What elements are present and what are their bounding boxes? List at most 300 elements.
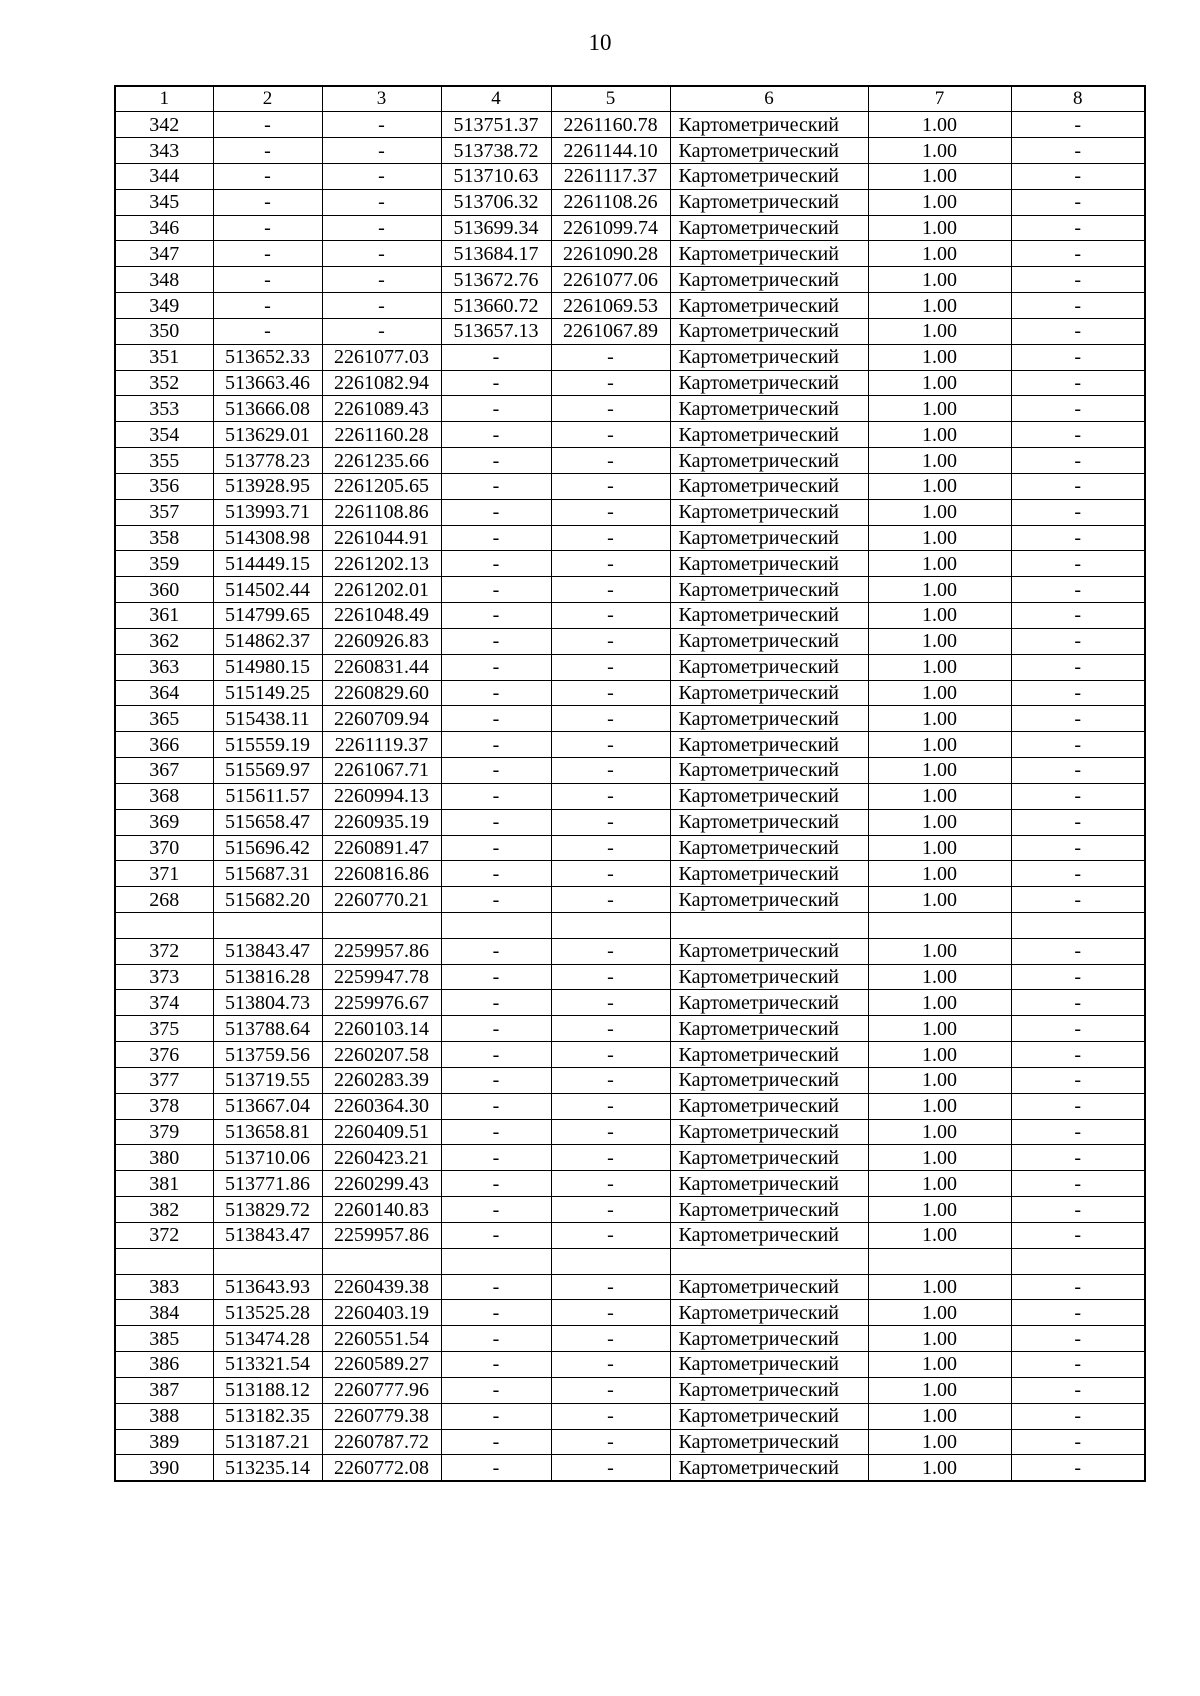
specified-x-cell: - [441, 887, 551, 913]
point-number-cell: 377 [115, 1067, 213, 1093]
accuracy-cell: 1.00 [868, 241, 1011, 267]
existing-x-cell: 515569.97 [213, 758, 322, 784]
table-row [115, 1429, 1145, 1455]
specified-y-cell: 2261108.26 [551, 189, 670, 215]
specified-x-cell: - [441, 370, 551, 396]
description-cell: - [1011, 551, 1145, 577]
specified-y-cell: - [551, 1016, 670, 1042]
existing-y-cell: 2261202.01 [322, 577, 441, 603]
accuracy-cell: 1.00 [868, 344, 1011, 370]
existing-x-cell: 513187.21 [213, 1429, 322, 1455]
table-row [115, 1067, 1145, 1093]
table-row [115, 396, 1145, 422]
specified-y-cell: - [551, 783, 670, 809]
table-row [115, 964, 1145, 990]
table-row [115, 990, 1145, 1016]
table-row [115, 1171, 1145, 1197]
method-cell: Картометрический [670, 293, 868, 319]
specified-x-cell: - [441, 964, 551, 990]
point-number-cell: 378 [115, 1093, 213, 1119]
specified-x-cell: - [441, 1067, 551, 1093]
method-cell: Картометрический [670, 1455, 868, 1481]
description-cell: - [1011, 1145, 1145, 1171]
existing-y-cell: 2260770.21 [322, 887, 441, 913]
specified-y-cell: - [551, 551, 670, 577]
specified-x-cell: - [441, 1093, 551, 1119]
description-cell: - [1011, 422, 1145, 448]
table-row [115, 1119, 1145, 1145]
specified-y-cell: - [551, 887, 670, 913]
specified-x-cell: - [441, 628, 551, 654]
existing-x-cell: 515682.20 [213, 887, 322, 913]
point-number-cell: 357 [115, 499, 213, 525]
point-number-cell: 384 [115, 1300, 213, 1326]
specified-x-cell: 513672.76 [441, 267, 551, 293]
specified-y-cell: - [551, 654, 670, 680]
existing-x-cell: 514308.98 [213, 525, 322, 551]
specified-y-cell: - [551, 1326, 670, 1352]
method-cell: Картометрический [670, 422, 868, 448]
existing-y-cell: 2260403.19 [322, 1300, 441, 1326]
accuracy-cell: 1.00 [868, 396, 1011, 422]
specified-x-cell: 513657.13 [441, 318, 551, 344]
description-cell: - [1011, 499, 1145, 525]
method-cell: Картометрический [670, 783, 868, 809]
description-cell: - [1011, 861, 1145, 887]
specified-y-cell: - [551, 1352, 670, 1378]
method-cell: Картометрический [670, 241, 868, 267]
existing-y-cell: 2260709.94 [322, 706, 441, 732]
accuracy-cell: 1.00 [868, 706, 1011, 732]
description-cell: - [1011, 1171, 1145, 1197]
description-cell: - [1011, 1067, 1145, 1093]
specified-x-cell [441, 913, 551, 939]
accuracy-cell: 1.00 [868, 1300, 1011, 1326]
table-row [115, 1248, 1145, 1274]
point-number-cell [115, 913, 213, 939]
specified-y-cell: 2261077.06 [551, 267, 670, 293]
description-cell: - [1011, 628, 1145, 654]
specified-y-cell: - [551, 1377, 670, 1403]
point-number-cell: 343 [115, 138, 213, 164]
point-number-cell: 360 [115, 577, 213, 603]
description-cell: - [1011, 525, 1145, 551]
method-cell: Картометрический [670, 1222, 868, 1248]
existing-y-cell: 2260926.83 [322, 628, 441, 654]
existing-y-cell: - [322, 215, 441, 241]
column-header: 7 [868, 86, 1011, 112]
point-number-cell [115, 1248, 213, 1274]
specified-x-cell: - [441, 680, 551, 706]
specified-y-cell: - [551, 732, 670, 758]
table-row [115, 861, 1145, 887]
existing-y-cell [322, 913, 441, 939]
specified-x-cell: - [441, 344, 551, 370]
specified-x-cell: - [441, 938, 551, 964]
description-cell [1011, 1248, 1145, 1274]
point-number-cell: 353 [115, 396, 213, 422]
description-cell: - [1011, 964, 1145, 990]
existing-x-cell: 513816.28 [213, 964, 322, 990]
table-row [115, 1300, 1145, 1326]
point-number-cell: 346 [115, 215, 213, 241]
accuracy-cell: 1.00 [868, 1403, 1011, 1429]
table-row [115, 448, 1145, 474]
point-number-cell: 380 [115, 1145, 213, 1171]
existing-x-cell: - [213, 163, 322, 189]
table-row [115, 473, 1145, 499]
existing-y-cell: 2260207.58 [322, 1042, 441, 1068]
accuracy-cell: 1.00 [868, 835, 1011, 861]
point-number-cell: 372 [115, 938, 213, 964]
description-cell: - [1011, 1093, 1145, 1119]
existing-y-cell: - [322, 138, 441, 164]
accuracy-cell: 1.00 [868, 448, 1011, 474]
specified-y-cell: 2261099.74 [551, 215, 670, 241]
existing-y-cell: - [322, 112, 441, 138]
method-cell: Картометрический [670, 1429, 868, 1455]
specified-y-cell: 2261067.89 [551, 318, 670, 344]
table-row [115, 163, 1145, 189]
existing-y-cell: 2259957.86 [322, 938, 441, 964]
specified-y-cell: 2261144.10 [551, 138, 670, 164]
specified-y-cell: - [551, 835, 670, 861]
description-cell: - [1011, 1119, 1145, 1145]
existing-y-cell: 2261235.66 [322, 448, 441, 474]
existing-x-cell: 513710.06 [213, 1145, 322, 1171]
point-number-cell: 367 [115, 758, 213, 784]
specified-x-cell: - [441, 422, 551, 448]
point-number-cell: 372 [115, 1222, 213, 1248]
point-number-cell: 345 [115, 189, 213, 215]
method-cell: Картометрический [670, 732, 868, 758]
method-cell: Картометрический [670, 499, 868, 525]
specified-x-cell: - [441, 1197, 551, 1223]
table-row [115, 1222, 1145, 1248]
existing-x-cell: 513188.12 [213, 1377, 322, 1403]
accuracy-cell: 1.00 [868, 732, 1011, 758]
method-cell: Картометрический [670, 163, 868, 189]
specified-x-cell: - [441, 603, 551, 629]
specified-y-cell: - [551, 422, 670, 448]
specified-y-cell: - [551, 1300, 670, 1326]
point-number-cell: 347 [115, 241, 213, 267]
specified-y-cell [551, 913, 670, 939]
method-cell [670, 1248, 868, 1274]
description-cell: - [1011, 1300, 1145, 1326]
description-cell: - [1011, 163, 1145, 189]
existing-y-cell: 2259957.86 [322, 1222, 441, 1248]
table-row [115, 370, 1145, 396]
existing-y-cell: - [322, 189, 441, 215]
existing-y-cell: 2261067.71 [322, 758, 441, 784]
specified-y-cell: - [551, 1274, 670, 1300]
specified-x-cell: 513706.32 [441, 189, 551, 215]
existing-x-cell: 513829.72 [213, 1197, 322, 1223]
accuracy-cell: 1.00 [868, 138, 1011, 164]
description-cell: - [1011, 758, 1145, 784]
specified-x-cell: - [441, 1352, 551, 1378]
coordinates-table-body [115, 86, 1145, 1481]
existing-x-cell: 513788.64 [213, 1016, 322, 1042]
method-cell: Картометрический [670, 1274, 868, 1300]
existing-y-cell: 2260299.43 [322, 1171, 441, 1197]
description-cell: - [1011, 887, 1145, 913]
description-cell: - [1011, 577, 1145, 603]
existing-y-cell: 2260994.13 [322, 783, 441, 809]
table-row [115, 1042, 1145, 1068]
existing-x-cell: 514799.65 [213, 603, 322, 629]
description-cell: - [1011, 809, 1145, 835]
specified-y-cell: - [551, 1042, 670, 1068]
existing-y-cell: - [322, 241, 441, 267]
specified-y-cell: 2261160.78 [551, 112, 670, 138]
description-cell: - [1011, 1042, 1145, 1068]
table-row [115, 1377, 1145, 1403]
accuracy-cell: 1.00 [868, 1016, 1011, 1042]
description-cell: - [1011, 293, 1145, 319]
description-cell: - [1011, 990, 1145, 1016]
specified-x-cell: - [441, 1042, 551, 1068]
specified-y-cell: - [551, 344, 670, 370]
description-cell: - [1011, 1222, 1145, 1248]
point-number-cell: 370 [115, 835, 213, 861]
table-row [115, 680, 1145, 706]
existing-x-cell: 514862.37 [213, 628, 322, 654]
accuracy-cell: 1.00 [868, 1222, 1011, 1248]
specified-x-cell: - [441, 1300, 551, 1326]
accuracy-cell: 1.00 [868, 1145, 1011, 1171]
table-row [115, 706, 1145, 732]
accuracy-cell: 1.00 [868, 938, 1011, 964]
point-number-cell: 350 [115, 318, 213, 344]
description-cell: - [1011, 1377, 1145, 1403]
existing-x-cell: 515559.19 [213, 732, 322, 758]
specified-y-cell: - [551, 1429, 670, 1455]
table-row [115, 422, 1145, 448]
existing-x-cell: - [213, 241, 322, 267]
existing-x-cell: 515149.25 [213, 680, 322, 706]
table-row [115, 138, 1145, 164]
specified-x-cell: - [441, 1403, 551, 1429]
table-row [115, 758, 1145, 784]
specified-y-cell: - [551, 603, 670, 629]
specified-x-cell: - [441, 473, 551, 499]
table-row [115, 241, 1145, 267]
accuracy-cell [868, 1248, 1011, 1274]
accuracy-cell: 1.00 [868, 990, 1011, 1016]
method-cell: Картометрический [670, 112, 868, 138]
point-number-cell: 268 [115, 887, 213, 913]
specified-y-cell: - [551, 938, 670, 964]
point-number-cell: 375 [115, 1016, 213, 1042]
table-row [115, 1093, 1145, 1119]
existing-y-cell: 2260409.51 [322, 1119, 441, 1145]
specified-y-cell: - [551, 1197, 670, 1223]
table-row [115, 293, 1145, 319]
point-number-cell: 386 [115, 1352, 213, 1378]
table-row [115, 1274, 1145, 1300]
table-row [115, 1016, 1145, 1042]
existing-y-cell: - [322, 267, 441, 293]
table-row [115, 887, 1145, 913]
existing-y-cell [322, 1248, 441, 1274]
point-number-cell: 382 [115, 1197, 213, 1223]
table-row [115, 1455, 1145, 1481]
description-cell [1011, 913, 1145, 939]
specified-x-cell: - [441, 525, 551, 551]
description-cell: - [1011, 680, 1145, 706]
description-cell: - [1011, 654, 1145, 680]
existing-y-cell: 2260777.96 [322, 1377, 441, 1403]
specified-y-cell: - [551, 1093, 670, 1119]
existing-y-cell: 2260831.44 [322, 654, 441, 680]
existing-x-cell: 513928.95 [213, 473, 322, 499]
accuracy-cell: 1.00 [868, 112, 1011, 138]
specified-y-cell: - [551, 758, 670, 784]
accuracy-cell: 1.00 [868, 1352, 1011, 1378]
method-cell: Картометрический [670, 189, 868, 215]
description-cell: - [1011, 1352, 1145, 1378]
accuracy-cell: 1.00 [868, 1197, 1011, 1223]
description-cell: - [1011, 835, 1145, 861]
accuracy-cell: 1.00 [868, 964, 1011, 990]
description-cell: - [1011, 215, 1145, 241]
specified-y-cell: - [551, 525, 670, 551]
table-row [115, 654, 1145, 680]
existing-y-cell: 2260364.30 [322, 1093, 441, 1119]
accuracy-cell: 1.00 [868, 654, 1011, 680]
method-cell: Картометрический [670, 654, 868, 680]
accuracy-cell: 1.00 [868, 189, 1011, 215]
existing-x-cell: - [213, 112, 322, 138]
method-cell: Картометрический [670, 370, 868, 396]
specified-x-cell: - [441, 1326, 551, 1352]
point-number-cell: 381 [115, 1171, 213, 1197]
table-row [115, 783, 1145, 809]
specified-x-cell: - [441, 706, 551, 732]
existing-x-cell: 513235.14 [213, 1455, 322, 1481]
point-number-cell: 374 [115, 990, 213, 1016]
specified-y-cell: - [551, 964, 670, 990]
description-cell: - [1011, 370, 1145, 396]
existing-x-cell: 513778.23 [213, 448, 322, 474]
existing-y-cell: 2260935.19 [322, 809, 441, 835]
description-cell: - [1011, 1326, 1145, 1352]
specified-y-cell: - [551, 1455, 670, 1481]
accuracy-cell: 1.00 [868, 783, 1011, 809]
method-cell: Картометрический [670, 1042, 868, 1068]
existing-x-cell: 515687.31 [213, 861, 322, 887]
specified-y-cell: - [551, 706, 670, 732]
specified-x-cell: - [441, 1377, 551, 1403]
method-cell: Картометрический [670, 1093, 868, 1119]
point-number-cell: 376 [115, 1042, 213, 1068]
specified-x-cell: - [441, 990, 551, 1016]
method-cell: Картометрический [670, 861, 868, 887]
specified-x-cell: 513710.63 [441, 163, 551, 189]
existing-y-cell: 2260140.83 [322, 1197, 441, 1223]
existing-y-cell: 2260829.60 [322, 680, 441, 706]
accuracy-cell: 1.00 [868, 370, 1011, 396]
point-number-cell: 362 [115, 628, 213, 654]
point-number-cell: 351 [115, 344, 213, 370]
specified-y-cell: - [551, 396, 670, 422]
description-cell: - [1011, 706, 1145, 732]
existing-y-cell: - [322, 293, 441, 319]
point-number-cell: 359 [115, 551, 213, 577]
table-row [115, 835, 1145, 861]
specified-y-cell: - [551, 1145, 670, 1171]
existing-y-cell: 2261202.13 [322, 551, 441, 577]
existing-x-cell: 513843.47 [213, 1222, 322, 1248]
existing-y-cell: 2260589.27 [322, 1352, 441, 1378]
specified-x-cell: - [441, 861, 551, 887]
existing-y-cell: 2261082.94 [322, 370, 441, 396]
specified-x-cell: - [441, 835, 551, 861]
accuracy-cell: 1.00 [868, 215, 1011, 241]
method-cell: Картометрический [670, 551, 868, 577]
point-number-cell: 365 [115, 706, 213, 732]
specified-x-cell: - [441, 758, 551, 784]
table-row [115, 267, 1145, 293]
method-cell: Картометрический [670, 318, 868, 344]
existing-y-cell: 2261089.43 [322, 396, 441, 422]
specified-y-cell: - [551, 1222, 670, 1248]
description-cell: - [1011, 112, 1145, 138]
table-row [115, 1197, 1145, 1223]
point-number-cell: 344 [115, 163, 213, 189]
existing-y-cell: 2260439.38 [322, 1274, 441, 1300]
existing-y-cell: 2261048.49 [322, 603, 441, 629]
specified-x-cell: 513738.72 [441, 138, 551, 164]
column-header: 2 [213, 86, 322, 112]
specified-y-cell: - [551, 499, 670, 525]
method-cell: Картометрический [670, 1300, 868, 1326]
specified-x-cell: 513699.34 [441, 215, 551, 241]
existing-x-cell: 513843.47 [213, 938, 322, 964]
specified-x-cell: - [441, 1016, 551, 1042]
point-number-cell: 364 [115, 680, 213, 706]
description-cell: - [1011, 396, 1145, 422]
specified-x-cell: - [441, 783, 551, 809]
existing-y-cell: 2260772.08 [322, 1455, 441, 1481]
specified-x-cell: - [441, 551, 551, 577]
column-header: 1 [115, 86, 213, 112]
method-cell: Картометрический [670, 1403, 868, 1429]
accuracy-cell: 1.00 [868, 422, 1011, 448]
point-number-cell: 383 [115, 1274, 213, 1300]
accuracy-cell [868, 913, 1011, 939]
table-row [115, 1403, 1145, 1429]
existing-x-cell: 513804.73 [213, 990, 322, 1016]
table-row [115, 1352, 1145, 1378]
existing-y-cell: 2260283.39 [322, 1067, 441, 1093]
accuracy-cell: 1.00 [868, 887, 1011, 913]
point-number-cell: 387 [115, 1377, 213, 1403]
specified-x-cell: - [441, 809, 551, 835]
existing-y-cell: 2260103.14 [322, 1016, 441, 1042]
method-cell [670, 913, 868, 939]
specified-y-cell: - [551, 1067, 670, 1093]
method-cell: Картометрический [670, 1171, 868, 1197]
accuracy-cell: 1.00 [868, 1119, 1011, 1145]
existing-y-cell: - [322, 318, 441, 344]
accuracy-cell: 1.00 [868, 809, 1011, 835]
point-number-cell: 371 [115, 861, 213, 887]
specified-y-cell: - [551, 990, 670, 1016]
existing-y-cell: 2260787.72 [322, 1429, 441, 1455]
